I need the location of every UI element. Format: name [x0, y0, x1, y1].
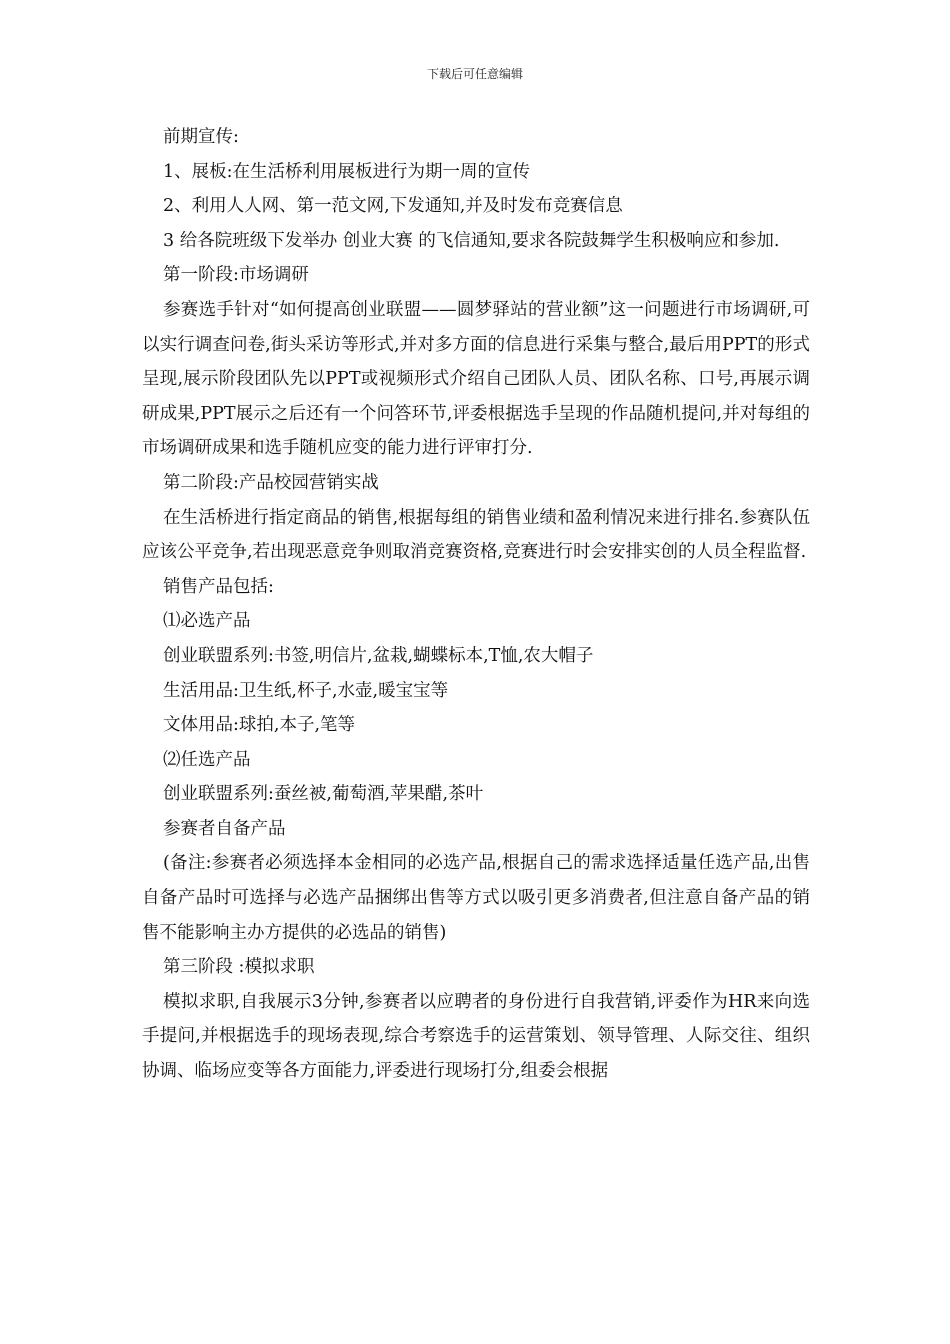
paragraph-item-2: 2、利用人人网、第一范文网,下发通知,并及时发布竞赛信息: [163, 196, 623, 217]
paragraph-publicity-heading: 前期宣传:: [163, 127, 239, 147]
paragraph-note: (备注:参赛者必须选择本金相同的必选产品,根据自己的需求选择适量任选产品,出售自备产品时可选择与必选产品捆绑出售等方式以吸引更多消费者,但注意自备产品的销售不能影响主办方提供的必选品的销售): [142, 853, 810, 943]
paragraph-optional-products: ⑵任选产品: [163, 749, 251, 770]
page-header: 下载后可任意编辑: [426, 67, 523, 81]
paragraph-self-prepared: 参赛者自备产品: [163, 818, 286, 839]
paragraph-required-products: ⑴必选产品: [163, 611, 251, 632]
paragraph-daily-goods: 生活用品:卫生纸,杯子,水壶,暖宝宝等: [163, 680, 449, 701]
paragraph-union-series: 创业联盟系列:书签,明信片,盆栽,蝴蝶标本,T恤,农大帽子: [163, 645, 594, 666]
paragraph-products-heading: 销售产品包括:: [163, 576, 274, 597]
paragraph-stage-3-body: 模拟求职,自我展示3分钟,参赛者以应聘者的身份进行自我营销,评委作为HR来向选手提问,并根据选手的现场表现,综合考察选手的运营策划、领导管理、人际交往、组织协调、临场应变等各方面能力,评委进行现场打分,组委会根据: [142, 991, 810, 1082]
paragraph-stage-3-heading: 第三阶段 :模拟求职: [163, 957, 315, 978]
paragraph-stage-2-heading: 第二阶段:产品校园营销实战: [163, 472, 379, 493]
paragraph-optional-union-series: 创业联盟系列:蚕丝被,葡萄酒,苹果醋,茶叶: [163, 784, 484, 805]
paragraph-stage-1-body: 参赛选手针对“如何提高创业联盟——圆梦驿站的营业额”这一问题进行市场调研,可以实行调查问卷,街头采访等形式,并对多方面的信息进行采集与整合,最后用PPT的形式呈现,展示阶段团队先以PPT或视频形式介绍自己团队人员、团队名称、口号,再展示调研成果,PPT展示之后还有一个问答环节,评委根据选手呈现的作品随机提问,并对每组的市场调研成果和选手随机应变的能力进行评审打分.: [142, 299, 810, 459]
document-body: [142, 120, 810, 1089]
paragraph-item-3: 3 给各院班级下发举办 创业大赛 的飞信通知,要求各院鼓舞学生积极响应和参加.: [163, 230, 780, 251]
paragraph-sports-goods: 文体用品:球拍,本子,笔等: [163, 715, 356, 736]
paragraph-stage-2-body: 在生活桥进行指定商品的销售,根据每组的销售业绩和盈利情况来进行排名.参赛队伍应该公平竞争,若出现恶意竞争则取消竞赛资格,竞赛进行时会安排实创的人员全程监督.: [142, 507, 810, 563]
paragraph-stage-1-heading: 第一阶段:市场调研: [163, 265, 309, 286]
paragraph-item-1: 1、展板:在生活桥利用展板进行为期一周的宣传: [163, 161, 531, 182]
